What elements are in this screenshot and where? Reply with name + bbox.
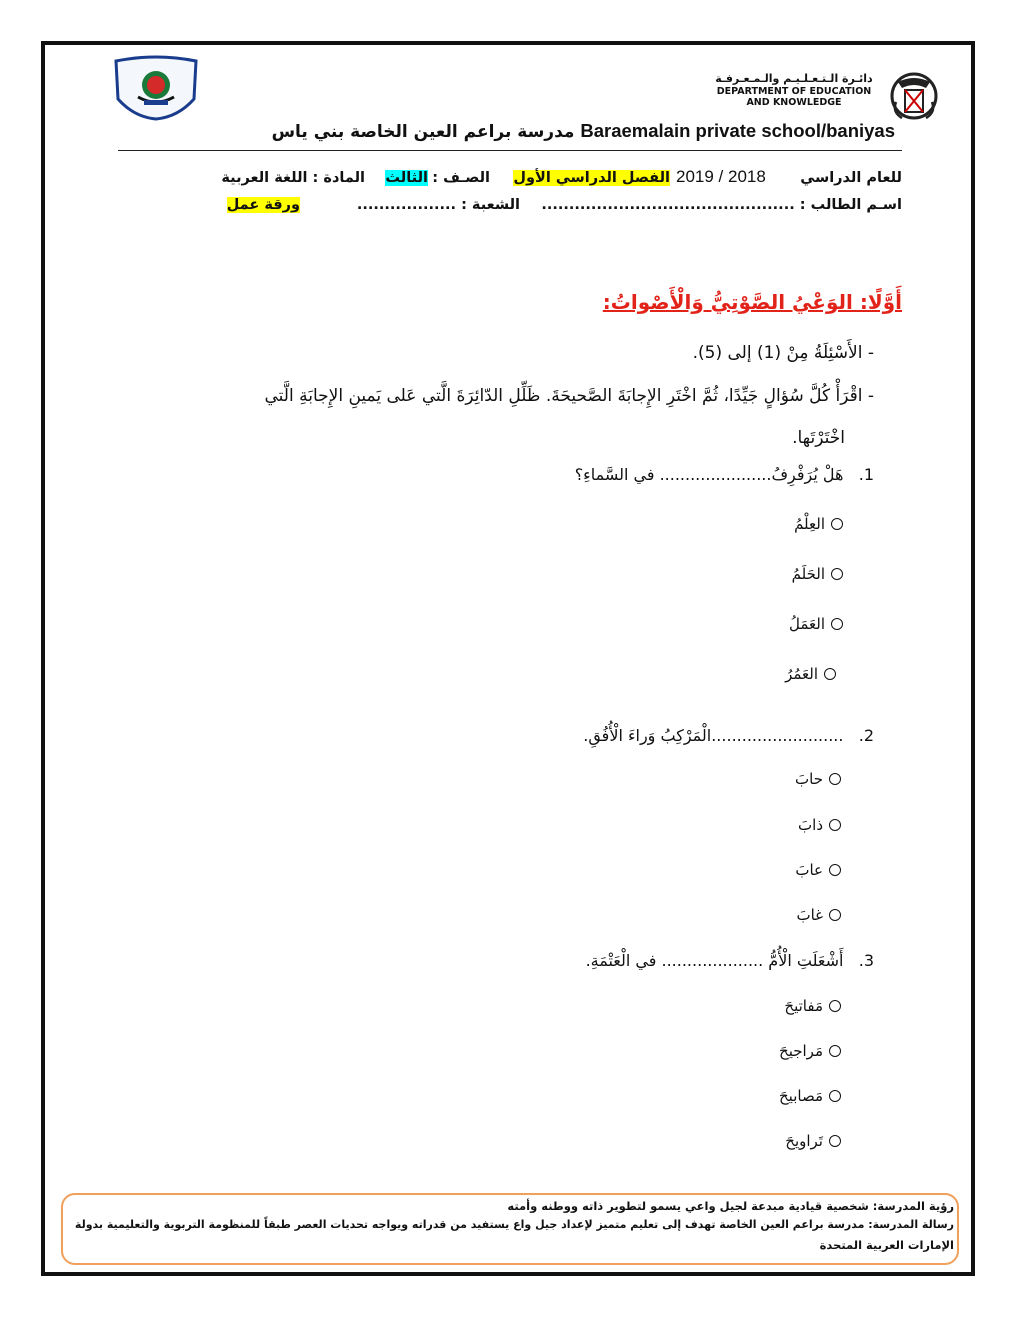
student-name-field[interactable]: اسـم الطالب : .............................................. bbox=[541, 197, 902, 213]
term-label: الفصل الدراسي الأول bbox=[513, 170, 670, 186]
option-label: مَفاتيحَ bbox=[784, 997, 823, 1015]
question-number: 2. bbox=[858, 726, 874, 745]
instruction-2: - اقْرَأْ كُلَّ سُؤالٍ جَيِّدًا، ثُمَّ اخْتَرِ الإِجابَةَ الصَّحيحَةَ. ظَلِّلِ الدّائِرَةَ الَّتي عَلى يَمينِ الإِجابَةِ الَّتي bbox=[264, 386, 874, 406]
header-divider bbox=[118, 150, 902, 151]
department-emblem-icon bbox=[888, 68, 940, 124]
question-1 bbox=[575, 465, 874, 484]
q2-option-2[interactable] bbox=[798, 816, 841, 834]
section-field[interactable]: الشعبة : .................. bbox=[356, 197, 520, 213]
department-name-line-1: DEPARTMENT OF EDUCATION bbox=[716, 86, 872, 97]
instruction-2-continued: اخْتَرْتَها. bbox=[792, 428, 845, 448]
department-name-line-2: AND KNOWLEDGE bbox=[746, 97, 842, 108]
q3-option-4[interactable] bbox=[785, 1132, 841, 1150]
radio-circle-icon[interactable] bbox=[831, 618, 843, 630]
question-text: هَلْ يُرَفْرِفُ...................... في السَّماءِ؟ bbox=[574, 465, 844, 484]
q2-option-1[interactable] bbox=[795, 770, 841, 788]
q1-option-2[interactable] bbox=[792, 565, 843, 583]
q1-option-3[interactable] bbox=[789, 615, 843, 633]
question-2 bbox=[583, 726, 874, 745]
radio-circle-icon[interactable] bbox=[831, 568, 843, 580]
radio-circle-icon[interactable] bbox=[829, 1135, 841, 1147]
option-label: العَمُرُ bbox=[785, 665, 818, 683]
radio-circle-icon[interactable] bbox=[829, 1090, 841, 1102]
school-name-english: Baraemalain private school/baniyas bbox=[580, 120, 895, 141]
school-logo-icon bbox=[108, 55, 204, 121]
subject-label: المادة : اللغة العربية bbox=[221, 170, 365, 186]
question-text: أَشْعَلَتِ الْأُمُّ .................... في الْعَتْمَةِ. bbox=[585, 951, 844, 970]
question-text: ..........................الْمَرْكِبُ وَراءَ الْأُفُقِ. bbox=[583, 726, 844, 745]
school-mission-continued: الإمارات العربية المتحدة bbox=[819, 1238, 954, 1252]
department-name-arabic: دائـرة الـتـعـلـيـم والـمـعـرفـة bbox=[715, 72, 873, 85]
year-label: للعام الدراسي bbox=[800, 170, 902, 186]
option-label: حابَ bbox=[795, 770, 823, 788]
sheet-type-label: ورقة عمل bbox=[226, 197, 300, 213]
grade-label: الصـف : bbox=[432, 170, 490, 186]
option-label: عابَ bbox=[795, 861, 823, 879]
q1-option-4[interactable] bbox=[785, 665, 836, 683]
question-number: 3. bbox=[858, 951, 874, 970]
radio-circle-icon[interactable] bbox=[829, 1045, 841, 1057]
q2-option-4[interactable] bbox=[796, 906, 841, 924]
option-label: غابَ bbox=[796, 906, 823, 924]
option-label: العِلْمُ bbox=[794, 515, 825, 533]
radio-circle-icon[interactable] bbox=[829, 1000, 841, 1012]
q3-option-1[interactable] bbox=[784, 997, 841, 1015]
option-label: مَراجيحَ bbox=[779, 1042, 823, 1060]
q2-option-3[interactable] bbox=[795, 861, 841, 879]
radio-circle-icon[interactable] bbox=[831, 518, 843, 530]
option-label: العَمَلُ bbox=[788, 615, 825, 633]
q3-option-2[interactable] bbox=[779, 1042, 841, 1060]
school-vision: رؤية المدرسة: شخصية قيادية مبدعة لجيل واعي يسمو لتطوير ذاته ووطنه وأمته bbox=[507, 1199, 954, 1213]
q1-option-1[interactable] bbox=[794, 515, 843, 533]
radio-circle-icon[interactable] bbox=[829, 909, 841, 921]
school-name bbox=[272, 120, 895, 142]
radio-circle-icon[interactable] bbox=[824, 668, 836, 680]
instruction-1: - الأَسْئِلَةُ مِنْ (1) إلى (5). bbox=[692, 343, 874, 363]
department-name-english bbox=[700, 86, 888, 108]
radio-circle-icon[interactable] bbox=[829, 864, 841, 876]
year-value: 2019 / 2018 bbox=[676, 167, 766, 186]
section-title: أَوَّلًا: الوَعْيُ الصَّوْتِيُّ وَالْأَصْواتُ: bbox=[602, 290, 902, 314]
option-label: ذابَ bbox=[798, 816, 823, 834]
option-label: تَراويحَ bbox=[785, 1132, 823, 1150]
radio-circle-icon[interactable] bbox=[829, 773, 841, 785]
radio-circle-icon[interactable] bbox=[829, 819, 841, 831]
question-number: 1. bbox=[858, 465, 874, 484]
school-name-arabic: مدرسة براعم العين الخاصة بني ياس bbox=[271, 122, 575, 142]
q3-option-3[interactable] bbox=[779, 1087, 841, 1105]
grade-value: الثالث bbox=[385, 170, 428, 186]
question-3 bbox=[586, 951, 874, 970]
option-label: مَصابيحَ bbox=[779, 1087, 823, 1105]
school-mission: رسالة المدرسة: مدرسة براعم العين الخاصة تهدف إلى تعليم متميز لإعداد جيل واع يستفيد من قدراته ويواجه تحديات العصر طبقاً للمنظومة التربوية والتعليمية بدولة bbox=[74, 1218, 954, 1231]
option-label: الحَلَمُ bbox=[791, 565, 825, 583]
